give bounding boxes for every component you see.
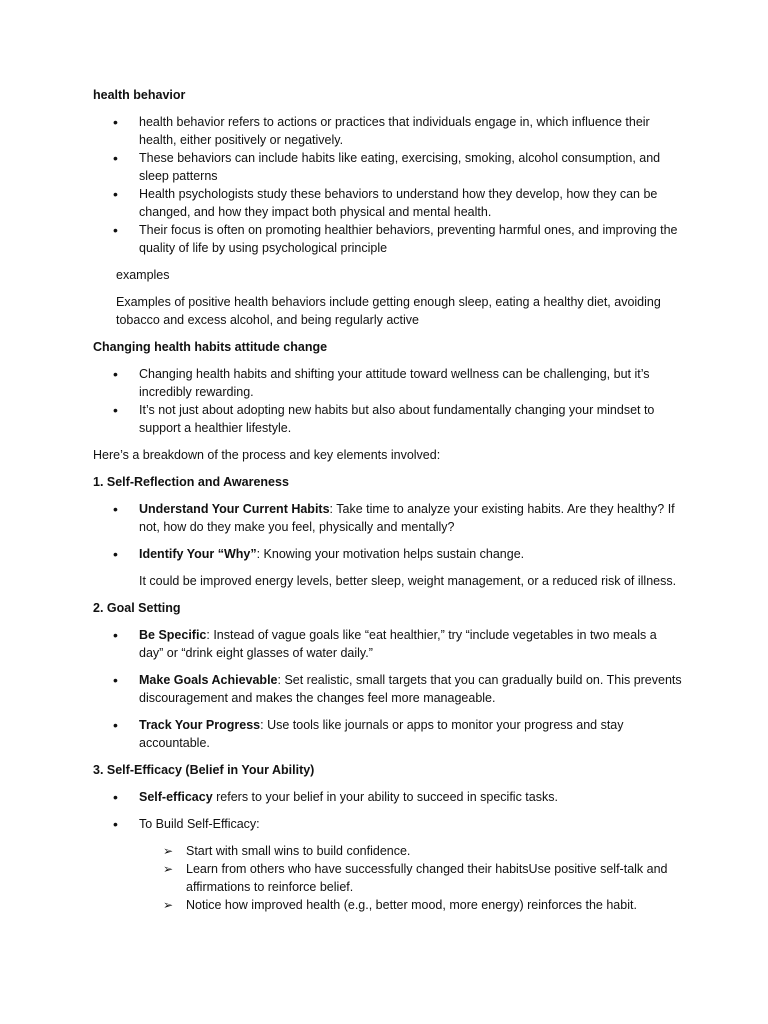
list-item-build-efficacy: • To Build Self-Efficacy: xyxy=(93,815,683,833)
goal-setting-list xyxy=(93,626,683,752)
breakdown-intro: Here’s a breakdown of the process and key elements involved: xyxy=(93,448,441,462)
list-item: • Health psychologists study these behaviors to understand how they develop, how they can be changed, and how they impact both physical and mental health. xyxy=(93,185,683,221)
arrow-list-item: ➢ Notice how improved health (e.g., better mood, more energy) reinforces the habit. xyxy=(93,896,683,914)
list-item-understand-habits xyxy=(93,500,683,536)
bold-term: Be Specific xyxy=(139,628,207,642)
self-reflection-list xyxy=(93,500,683,563)
item-text: : Use tools like journals or apps to monitor your progress and stay accountable. xyxy=(139,718,624,750)
bold-term: Understand Your Current Habits xyxy=(139,502,330,516)
bold-term: Track Your Progress xyxy=(139,718,261,732)
examples-paragraph: Examples of positive health behaviors include getting enough sleep, eating a healthy diet, avoiding tobacco and excess alcohol, and being regularly active xyxy=(116,295,661,327)
bold-term: Make Goals Achievable xyxy=(139,673,278,687)
bold-term: Identify Your “Why” xyxy=(139,547,257,561)
bold-term: Self-efficacy xyxy=(139,790,213,804)
list-item: • health behavior refers to actions or practices that individuals engage in, which influence their health, either positively or negatively. xyxy=(93,113,683,149)
section-heading-goal-setting: 2. Goal Setting xyxy=(93,601,181,615)
document-page xyxy=(93,86,683,914)
section-heading-changing-habits: Changing health habits attitude change xyxy=(93,340,328,354)
health-behavior-list xyxy=(93,113,683,257)
list-item-be-specific xyxy=(93,626,683,662)
list-item: • Their focus is often on promoting healthier behaviors, preventing harmful ones, and improving the quality of life by using psychological principle xyxy=(93,221,683,257)
item-text: : Set realistic, small targets that you can gradually build on. This prevents discouragement and makes the changes feel more manageable. xyxy=(139,673,682,705)
arrow-list-item: ➢ Start with small wins to build confidence. xyxy=(93,842,683,860)
changing-habits-list xyxy=(93,365,683,437)
examples-label: examples xyxy=(116,268,170,282)
section-heading-health-behavior: health behavior xyxy=(93,88,186,102)
section-heading-self-reflection: 1. Self-Reflection and Awareness xyxy=(93,475,289,489)
list-item-self-efficacy xyxy=(93,788,683,806)
list-item-track-progress xyxy=(93,716,683,752)
item-text: : Instead of vague goals like “eat healthier,” try “include vegetables in two meals a day” or “drink eight glasses of water daily.” xyxy=(139,628,657,660)
item-text: refers to your belief in your ability to succeed in specific tasks. xyxy=(212,790,558,804)
arrow-list-item: ➢ Learn from others who have successfully changed their habitsUse positive self-talk and affirmations to reinforce belief. xyxy=(93,860,683,896)
efficacy-arrow-list xyxy=(93,842,683,914)
section-heading-self-efficacy: 3. Self-Efficacy (Belief in Your Ability) xyxy=(93,763,315,777)
list-item: • These behaviors can include habits like eating, exercising, smoking, alcohol consumption, and sleep patterns xyxy=(93,149,683,185)
why-explanation: It could be improved energy levels, better sleep, weight management, or a reduced risk of illness. xyxy=(139,574,677,588)
list-item-identify-why xyxy=(93,545,683,563)
list-item: • Changing health habits and shifting your attitude toward wellness can be challenging, but it’s incredibly rewarding. xyxy=(93,365,683,401)
item-text: : Knowing your motivation helps sustain change. xyxy=(256,547,525,561)
list-item: • It’s not just about adopting new habits but also about fundamentally changing your mindset to support a healthier lifestyle. xyxy=(93,401,683,437)
item-text: : Take time to analyze your existing habits. Are they healthy? If not, how do they make you feel, physically and mentally? xyxy=(139,502,675,534)
self-efficacy-list xyxy=(93,788,683,833)
list-item-achievable xyxy=(93,671,683,707)
